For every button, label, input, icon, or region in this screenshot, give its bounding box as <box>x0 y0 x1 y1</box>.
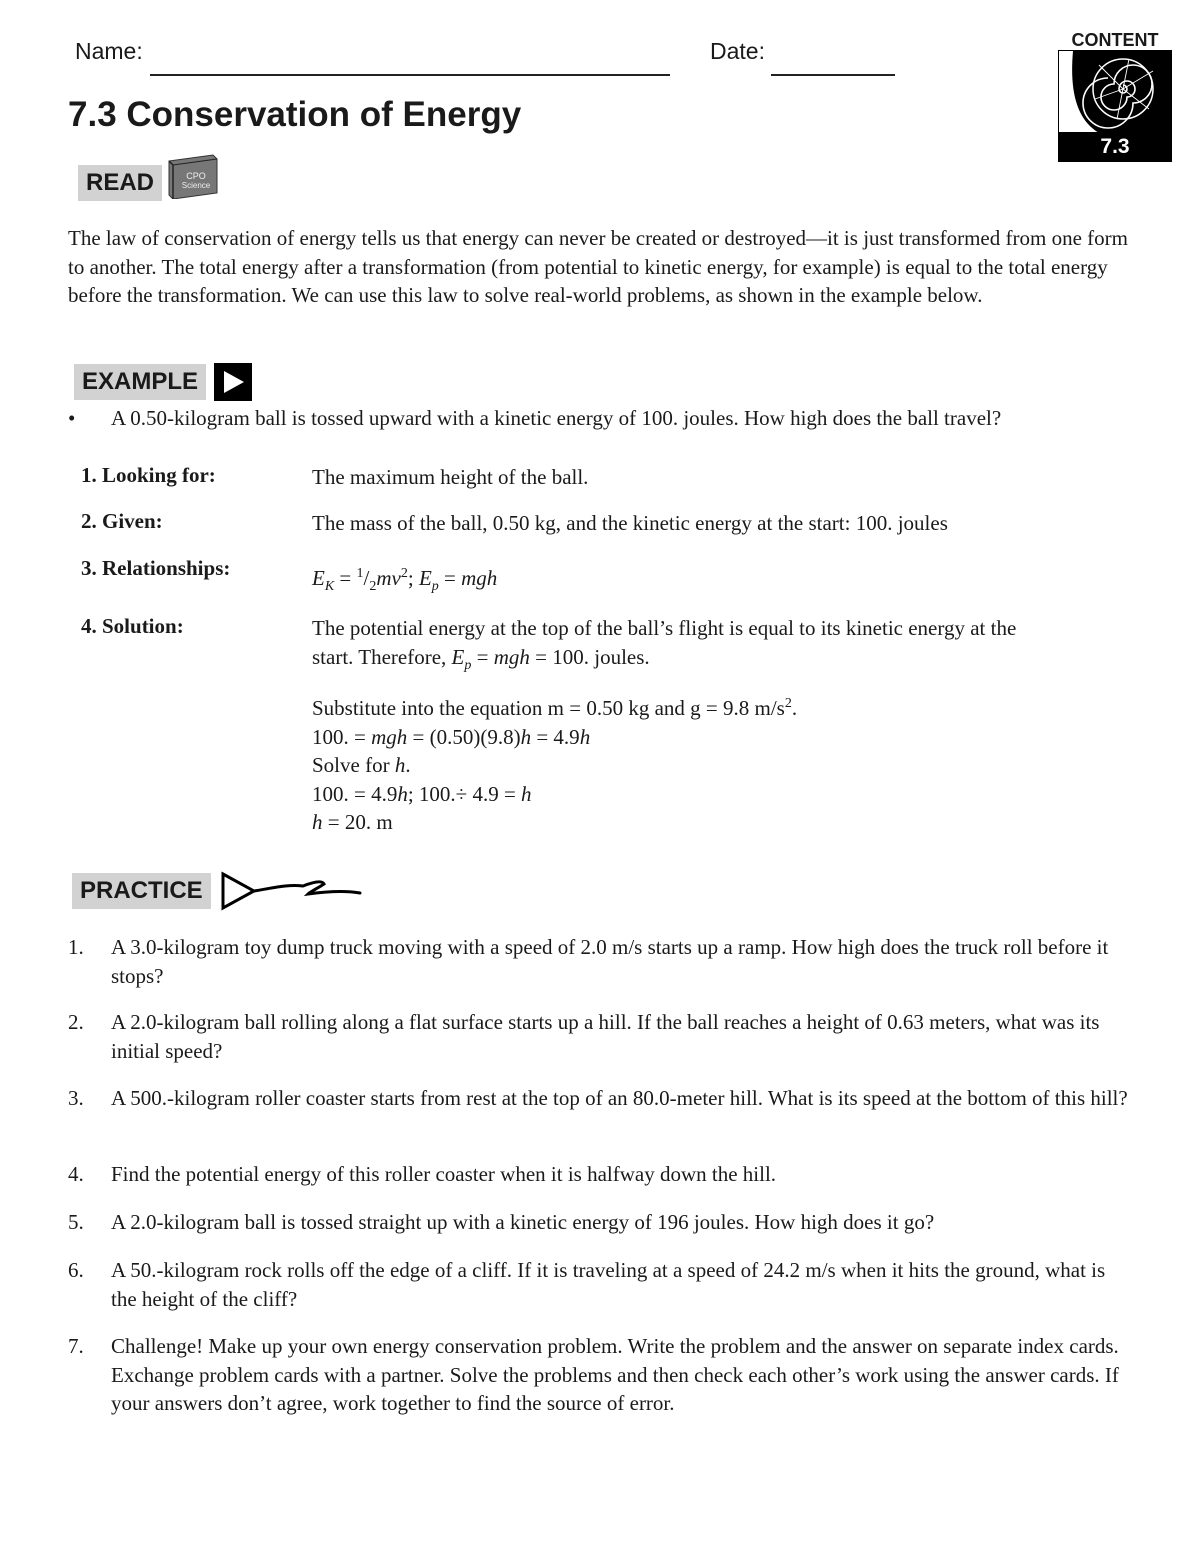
book-text-1: CPO <box>186 171 206 181</box>
name-label: Name: <box>75 38 143 64</box>
solution-line-4: 100. = mgh = (0.50)(9.8)h = 4.9h <box>312 724 591 749</box>
pencil-arrow-icon <box>218 870 363 912</box>
step-looking-for-text: The maximum height of the ball. <box>312 465 589 489</box>
step-given-text: The mass of the ball, 0.50 kg, and the kinetic energy at the start: 100. joules <box>312 511 948 535</box>
step-given-label: 2. Given: <box>81 509 163 533</box>
badge-label: CONTENT <box>1071 30 1159 50</box>
relationships-formula: $E_K = ^1/_2mv^2$; $E_p$ = mgh <box>312 566 498 595</box>
solution-line-5: Solve for h. <box>312 753 411 778</box>
solution-line-2: start. Therefore, $E_p$ = mgh = 100. joules. <box>312 644 650 673</box>
practice-tag: PRACTICE <box>72 873 211 909</box>
bullet: • <box>68 406 76 430</box>
solution-line-3: Substitute into the equation m = 0.50 kg and g = 9.8 $m/s^2$. <box>312 696 798 721</box>
play-arrow-icon <box>214 363 252 401</box>
book-text-2: Science <box>181 181 211 190</box>
solution-body <box>312 614 1132 837</box>
step-solution-label: 4. Solution: <box>81 614 184 638</box>
step-relationships-label: 3. Relationships: <box>81 556 231 580</box>
example-question-text: A 0.50-kilogram ball is tossed upward with a kinetic energy of 100. joules. How high does the ball travel? <box>111 406 1002 430</box>
solution-line-7: h = 20. m <box>312 810 393 835</box>
read-tag: READ <box>78 165 162 201</box>
book-icon <box>165 153 221 199</box>
name-field[interactable] <box>150 74 670 76</box>
page-title: 7.3 Conservation of Energy <box>68 95 522 134</box>
step-looking-for-label: 1. Looking for: <box>81 463 216 487</box>
solution-line-1: The potential energy at the top of the ball’s flight is equal to its kinetic energy at the <box>312 616 1017 640</box>
intro-paragraph: The law of conservation of energy tells us that energy can never be created or destroyed—it is just transformed from one form to another. The total energy after a transformation (from potential to kinetic energy, for example) is equal to the total energy before the transformation. We can use this law to solve real-world problems, as shown in the example below. <box>68 226 1128 307</box>
solution-line-6: 100. = 4.9h; 100.÷ 4.9 = h <box>312 781 532 806</box>
example-tag: EXAMPLE <box>74 364 206 400</box>
date-field[interactable] <box>771 74 895 76</box>
content-badge <box>1058 30 1172 162</box>
badge-number: 7.3 <box>1058 132 1172 162</box>
date-label: Date: <box>710 38 765 64</box>
